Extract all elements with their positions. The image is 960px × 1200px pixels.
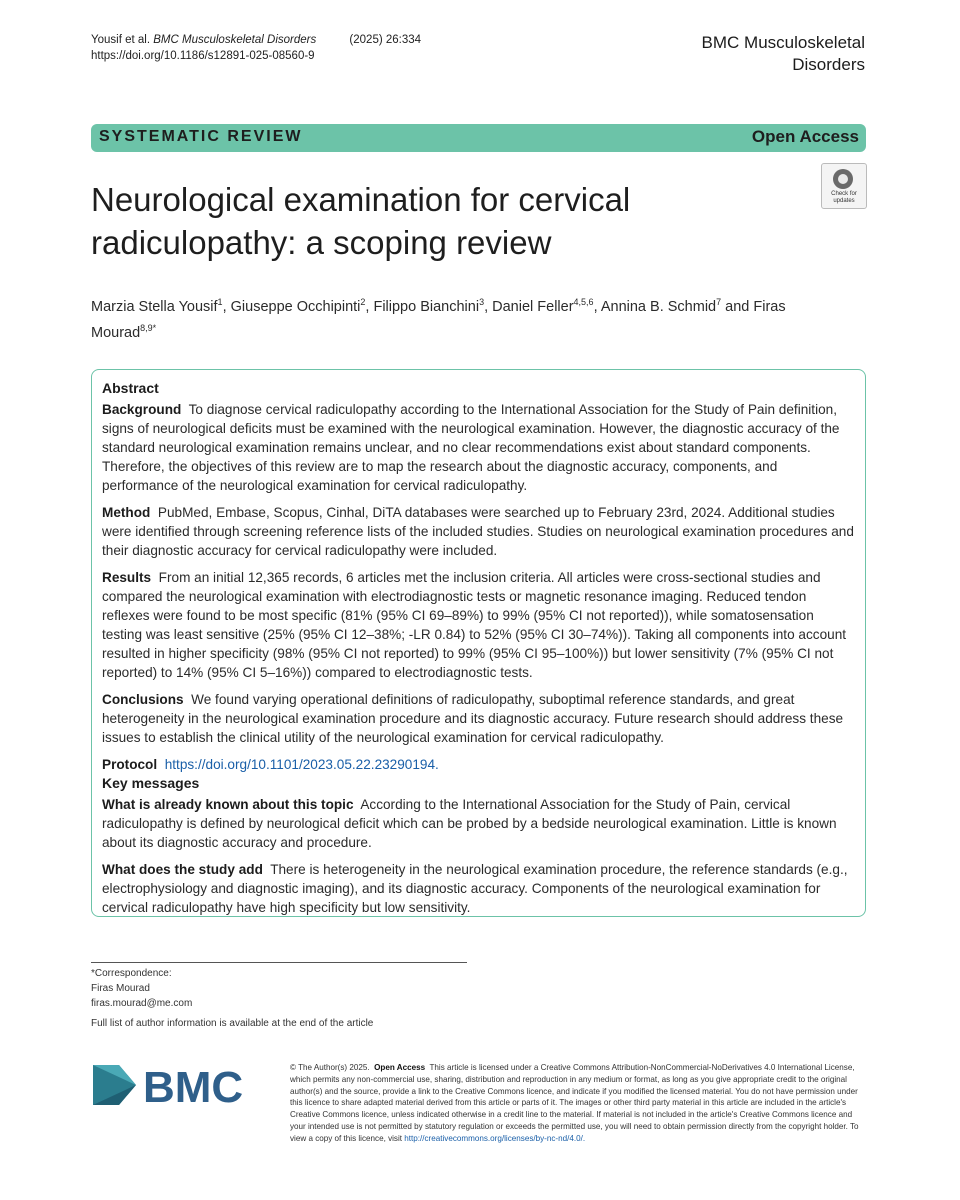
author-affiliation: 8,9*: [140, 322, 157, 333]
author-name: Firas Mourad: [91, 298, 786, 341]
article-title: Neurological examination for cervical radiculopathy: a scoping review: [91, 181, 631, 261]
licence-link[interactable]: http://creativecommons.org/licenses/by-nc-nd/4.0/.: [404, 1133, 586, 1143]
abstract-box: [91, 369, 866, 917]
footnote-divider: [91, 962, 467, 963]
check-updates-icon: [833, 169, 853, 189]
protocol-link[interactable]: https://doi.org/10.1101/2023.05.22.23290194.: [164, 757, 439, 772]
author-affiliation: 7: [716, 297, 722, 307]
article-type-banner: [91, 124, 866, 152]
volume-info: (2025) 26:334: [349, 34, 422, 46]
author-info-note: Full list of author information is available at the end of the article: [91, 1018, 374, 1029]
doi-link[interactable]: https://doi.org/10.1186/s12891-025-08560-9: [91, 50, 315, 62]
author-list: Marzia Stella Yousif$^1$, Giuseppe Occhipinti$^2$, Filippo Bianchini$^3$, Daniel Feller$^{4,5,6}$, Annina B. Schmid$^7$ and Firas Mourad$^{8,9*}$: [91, 297, 786, 341]
author-name: Filippo Bianchini: [373, 298, 480, 315]
journal-title-line1: BMC Musculoskeletal: [701, 33, 865, 52]
svg-text:BMC: BMC: [143, 1063, 244, 1108]
author-affiliation: 3: [479, 297, 485, 307]
abstract-heading: Abstract: [102, 380, 159, 396]
key-messages-heading: Key messages: [102, 775, 200, 791]
journal-title-line2: Disorders: [792, 55, 865, 74]
check-for-updates-badge[interactable]: [821, 163, 867, 209]
correspondence: *Correspondence: Firas Mourad firas.mourad@me.com: [91, 968, 193, 1009]
journal-name-italic: BMC Musculoskeletal Disorders: [153, 34, 317, 46]
author-affiliation: 2: [360, 297, 366, 307]
author-affiliation: 4,5,6: [573, 297, 594, 307]
abstract-background: Background To diagnose cervical radiculopathy according to the International Association for the Study of Pain definition, signs of neurological deficits must be examined with the neurological examination. However, the diagnostic accuracy of the standard neurological examination remains unclear, and no clear recommendations exist about standard components. Therefore, the objectives of this review are to map the research about the diagnostic accuracy, components, and performance of the neurological examination for cervical radiculopathy.: [102, 402, 840, 493]
correspondence-email[interactable]: firas.mourad@me.com: [91, 998, 193, 1009]
bmc-logo: [93, 1062, 268, 1108]
author-name: Annina B. Schmid: [600, 298, 717, 315]
abstract-protocol: Protocol https://doi.org/10.1101/2023.05.22.23290194.: [102, 757, 439, 772]
author-name: Giuseppe Occhipinti: [230, 298, 361, 315]
journal-title: [645, 32, 865, 76]
abstract-results: Results From an initial 12,365 records, 6 articles met the inclusion criteria. All articles were cross-sectional studies and compared the neurological examination with electrodiagnostic tests or magnetic resonance imaging. Reduced tendon reflexes were found to be most specific (81% (95% CI 69–89%) to 99% (95% CI not reported)), while somatosensation testing was least sensitive (25% (95% CI 12–38%; -LR 0.84) to 52% (95% CI 30–74%)). Taking all components into account resulted in higher specificity (98% (95% CI not reported) to 99% (95% CI 95–100%)) but lower sensitivity (7% (95% CI not reported) to 14% (95% CI 5–16%)) compared to electrodiagnostic tests.: [102, 570, 847, 680]
check-updates-text: Check for updates: [831, 191, 857, 204]
running-header: [91, 32, 421, 64]
key-adds: What does the study add There is heterogeneity in the neurological examination procedure, the reference standards (e.g., electrophysiology and diagnostic imaging), and its diagnostic accuracy. Components of the neurological examination for cervical radiculopathy have high specificity but low sensitivity.: [102, 862, 848, 915]
author-name: Marzia Stella Yousif: [91, 298, 218, 315]
key-known: What is already known about this topic According to the International Association for the Study of Pain, cervical radiculopathy is defined by neurological deficit which can be probed by a bedside neurological examination. Little is known about its diagnostic accuracy and procedure.: [102, 797, 837, 850]
abstract-method: Method PubMed, Embase, Scopus, Cinhal, DiTA databases were searched up to February 23rd, 2024. Additional studies were identified through screening reference lists of the included studies. Studies on neurological examination procedures and their diagnostic accuracy for cervical radiculopathy were included.: [102, 505, 854, 558]
open-access-label: Open Access: [751, 127, 859, 146]
abstract-conclusions: Conclusions We found varying operational definitions of radiculopathy, suboptimal reference standards, and great heterogeneity in the neurological examination procedure and its diagnostic accuracy. Future research should address these issues to establish the clinical utility of the neurological examination for cervical radiculopathy.: [102, 692, 844, 745]
author-affiliation: 1: [217, 297, 223, 307]
citation-authors: Yousif et al.: [91, 34, 151, 46]
licence-text: © The Author(s) 2025. Open Access This article is licensed under a Creative Commons Attribution-NonCommercial-NoDerivatives 4.0 International License, which permits any non-commercial use, sharing, distribution and reproduction in any medium or format, as long as you give appropriate credit to the original author(s) and the source, provide a link to the Creative Commons licence, and indicate if you modified the licensed material. You do not have permission under this licence to share adapted material derived from this article or parts of it. The images or other third party material in this article are included in the article's Creative Commons licence, unless indicated otherwise in a credit line to the material. If material is not included in the article's Creative Commons licence and your intended use is not permitted by statutory regulation or exceeds the permitted use, you will need to obtain permission directly from the copyright holder. To view a copy of this licence, visit http://creativecommons.org/licenses/by-nc-nd/4.0/.: [290, 1063, 859, 1143]
author-name: Daniel Feller: [492, 298, 574, 315]
article-type: SYSTEMATIC REVIEW: [99, 128, 303, 145]
